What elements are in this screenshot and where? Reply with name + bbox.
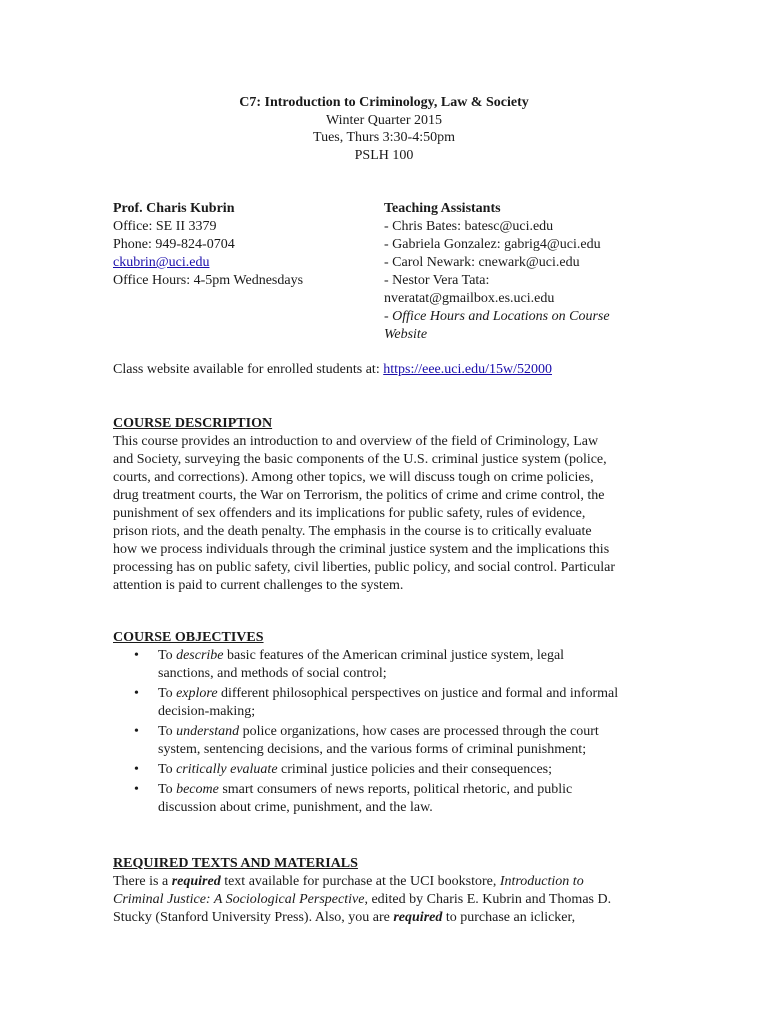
class-website-line xyxy=(113,361,673,379)
required-materials-text: There is a required text available for purchase at the UCI bookstore, Introduction to Criminal Justice: A Sociological Perspective, edited by Charis E. Kubrin and Thomas D. Stucky (Stanford University Press). Also, you are required to purchase an iclicker, xyxy=(113,874,612,925)
ta-item: - Chris Bates: batesc@uci.edu xyxy=(384,219,554,234)
ta-item: - Carol Newark: cnewark@uci.edu xyxy=(384,255,580,270)
course-description-heading: COURSE DESCRIPTION xyxy=(113,416,273,431)
course-header xyxy=(0,94,768,164)
professor-info xyxy=(113,200,373,290)
website-link[interactable]: https://eee.uci.edu/15w/52000 xyxy=(383,362,552,377)
course-description-text: This course provides an introduction to and overview of the field of Criminology, Law and Society, surveying the basic components of the U.S. criminal justice system (police, courts, and corrections). Among other topics, we will discuss tough on crime policies, drug treatment courts, the War on Terrorism, the politics of crime and crime control, the punishment of sex offenders and its implications for public safety, rules of evidence, prison riots, and the death penalty. The emphasis in the course is to critically evaluate how we process individuals through the criminal justice system and the implications this processing has on public safety, civil liberties, public policy, and social control. Particular attention is paid to current challenges to the system. xyxy=(113,434,616,593)
list-item: • To become smart consumers of news reports, political rhetoric, and public discussion about crime, punishment, and the law. xyxy=(134,782,573,815)
professor-name: Prof. Charis Kubrin xyxy=(113,201,235,216)
professor-email-link[interactable]: ckubrin@uci.edu xyxy=(113,255,210,270)
bullet-icon: • xyxy=(134,782,139,797)
professor-phone: Phone: 949-824-0704 xyxy=(113,237,235,252)
list-item: • To critically evaluate criminal justice policies and their consequences; xyxy=(134,762,553,777)
website-label: Class website available for enrolled students at: xyxy=(113,362,384,377)
course-objectives-section xyxy=(113,629,661,819)
professor-office: Office: SE II 3379 xyxy=(113,219,217,234)
course-location: PSLH 100 xyxy=(354,147,414,163)
bullet-icon: • xyxy=(134,724,139,739)
bullet-icon: • xyxy=(134,686,139,701)
list-item: • To describe basic features of the American criminal justice system, legal sanctions, and methods of social control; xyxy=(134,648,565,681)
course-schedule: Tues, Thurs 3:30-4:50pm xyxy=(313,130,455,145)
list-item: • To understand police organizations, how cases are processed through the court system, sentencing decisions, and the various forms of criminal punishment; xyxy=(134,724,599,757)
professor-office-hours: Office Hours: 4-5pm Wednesdays xyxy=(113,273,304,288)
course-term: Winter Quarter 2015 xyxy=(325,112,443,128)
course-objectives-heading: COURSE OBJECTIVES xyxy=(113,630,264,645)
ta-item: - Nestor Vera Tata: xyxy=(384,273,490,288)
list-item: • To explore different philosophical perspectives on justice and formal and informal decision-making; xyxy=(134,686,619,719)
ta-heading: Teaching Assistants xyxy=(384,201,501,216)
ta-note-text-cont: Website xyxy=(384,327,428,342)
bullet-icon: • xyxy=(134,648,139,663)
course-title: C7: Introduction to Criminology, Law & Society xyxy=(239,95,529,110)
ta-note: - Office Hours and Locations on Course xyxy=(384,309,610,324)
bullet-icon: • xyxy=(134,762,139,777)
course-description-section xyxy=(113,415,661,595)
ta-note-text: Office Hours and Locations on Course xyxy=(392,309,610,324)
objectives-list xyxy=(113,647,661,817)
required-materials-section xyxy=(113,855,661,927)
ta-item: nveratat@gmailbox.es.uci.edu xyxy=(384,291,555,306)
required-materials-heading: REQUIRED TEXTS AND MATERIALS xyxy=(113,856,358,871)
teaching-assistants xyxy=(384,200,664,344)
ta-item: - Gabriela Gonzalez: gabrig4@uci.edu xyxy=(384,237,601,252)
